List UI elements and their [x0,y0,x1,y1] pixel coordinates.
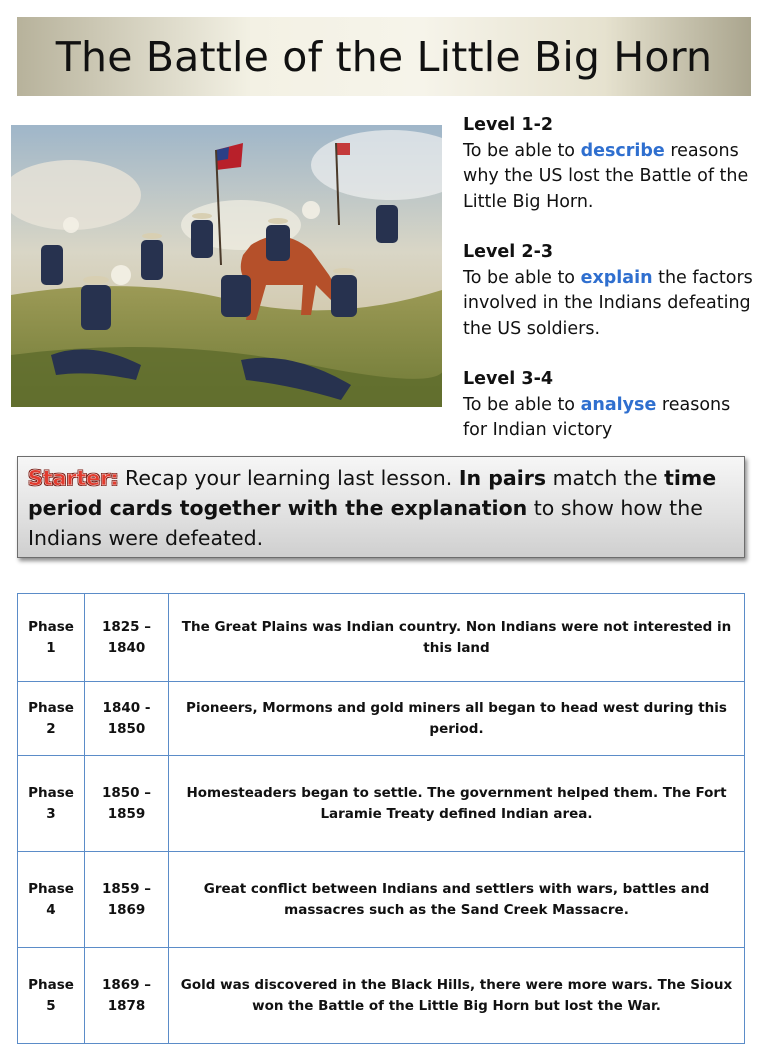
objective-prefix: To be able to [463,394,581,415]
starter-label: Starter: [28,466,119,490]
objective-level-1-2 [463,113,758,215]
description-cell: Great conflict between Indians and settlers with wars, battles and massacres such as the Sand Creek Massacre. [169,852,745,948]
table-row [18,682,745,756]
starter-text: Recap your learning last lesson. [118,466,459,490]
description-cell: Homesteaders began to settle. The government helped them. The Fort Laramie Treaty defined Indian area. [169,756,745,852]
description-cell: Pioneers, Mormons and gold miners all began to head west during this period. [169,682,745,756]
description-cell: The Great Plains was Indian country. Non Indians were not interested in this land [169,594,745,682]
objective-keyword: explain [580,267,653,288]
starter-text: match the [546,466,665,490]
objective-text: the factors involved in the Indians defeating the US soldiers. [463,267,753,339]
years-cell: 1840 - 1850 [85,682,169,756]
objective-heading: Level 3-4 [463,369,554,389]
years-cell: 1825 – 1840 [85,594,169,682]
learning-objectives [463,113,758,469]
phase-cell: Phase 4 [18,852,85,948]
table-row [18,756,745,852]
years-cell: 1859 – 1869 [85,852,169,948]
objective-prefix: To be able to [463,267,581,288]
battle-painting-icon [11,125,442,407]
starter-text: to show how the Indians were defeated. [28,496,703,550]
phases-table [17,593,745,1044]
objective-text: reasons for Indian victory [463,394,731,440]
description-cell: Gold was discovered in the Black Hills, there were more wars. The Sioux won the Battle of the Little Big Horn but lost the War. [169,948,745,1044]
phase-cell: Phase 1 [18,594,85,682]
table-row [18,852,745,948]
objective-level-2-3 [463,240,758,342]
objective-keyword: analyse [580,394,657,415]
objective-keyword: describe [580,140,665,161]
years-cell: 1850 – 1859 [85,756,169,852]
phase-cell: Phase 5 [18,948,85,1044]
objective-heading: Level 2-3 [463,242,554,262]
phase-cell: Phase 3 [18,756,85,852]
objective-prefix: To be able to [463,140,581,161]
starter-box [17,456,745,558]
objective-level-3-4 [463,367,758,444]
page-title: The Battle of the Little Big Horn [55,32,713,81]
table-row [18,948,745,1044]
starter-bold: In pairs [458,466,547,490]
starter-bold: time period cards together with the explanation [28,466,717,520]
years-cell: 1869 – 1878 [85,948,169,1044]
table-row [18,594,745,682]
objective-heading: Level 1-2 [463,115,554,135]
phase-cell: Phase 2 [18,682,85,756]
title-banner [17,17,751,96]
objective-text: reasons why the US lost the Battle of the Little Big Horn. [463,140,749,212]
